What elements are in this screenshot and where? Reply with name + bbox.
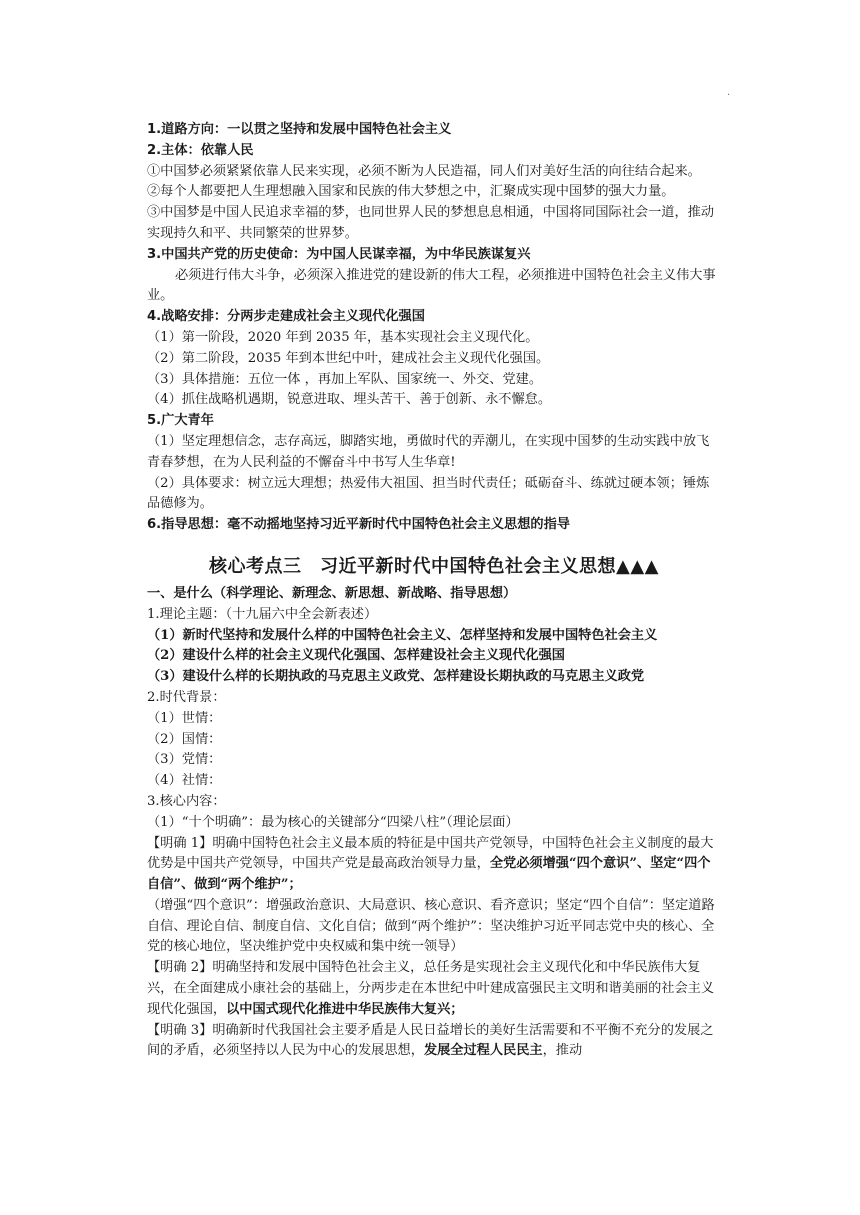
clarification-3-text: 【明确 3】明确新时代我国社会主要矛盾是人民日益增长的美好生活需要和不平衡不充分的发展之间的矛盾，必须坚持以人民为中心的发展思想，: [147, 1022, 714, 1059]
section-title: 核心考点三 习近平新时代中国特色社会主义思想▲▲▲: [208, 555, 660, 577]
item4-point-4: （4）抓住战略机遇期，锐意进取、埋头苦干、善于创新、永不懈怠。: [147, 392, 552, 408]
item3-title: 3.中国共产党的历史使命：为中国人民谋幸福，为中华民族谋复兴: [147, 246, 531, 262]
clarification-1: [147, 834, 721, 896]
item1-title: 1.道路方向：一以贯之坚持和发展中国特色社会主义: [147, 122, 452, 137]
clarification-1-text: 【明确 1】明确中国特色社会主义最本质的特征是中国共产党领导，中国特色社会主义制度的最大优势是中国共产党领导，中国共产党是最高政治领导力量，: [147, 835, 714, 872]
item4-point-2: （2）第二阶段，2035 年到本世纪中叶，建成社会主义现代化强国。: [147, 350, 550, 366]
item2-paragraph-3: ③中国梦是中国人民追求幸福的梦，也同世界人民的梦想息息相通，中国将同国际社会一道，推动实现持久和平、共同繁荣的世界梦。: [147, 205, 715, 241]
background-nation: （2）国情：: [147, 731, 222, 747]
clarification-1-note: （增强“四个意识”：增强政治意识、大局意识、核心意识、看齐意识；坚定“四个自信”：坚定道路自信、理论自信、制度自信、文化自信；做到“两个维护”：坚决维护习近平同志党中央的核心、全党的核心地位，坚决维护党中央权威和集中统一领导）: [147, 897, 715, 955]
background-party: （3）党情：: [147, 752, 222, 768]
item2-title: 2.主体：依靠人民: [147, 142, 254, 158]
background-label: 2.时代背景：: [147, 689, 226, 705]
clarification-3-emphasis: 发展全过程人民民主: [423, 1043, 543, 1059]
theme-point-2: （2）建设什么样的社会主义现代化强国、怎样建设社会主义现代化强国: [147, 648, 565, 664]
heading-what-is: 一、是什么（科学理论、新理念、新思想、新战略、指导思想）: [147, 585, 517, 601]
item2-paragraph-1: ①中国梦必须紧紧依靠人民来实现，必须不断为人民造福，同人们对美好生活的向往结合起来。: [147, 163, 701, 179]
item5-point-2: （2）具体要求：树立远大理想；热爱伟大祖国、担当时代责任；砥砺奋斗、练就过硬本领；锤炼品德修为。: [147, 475, 710, 512]
corner-mark: .: [727, 87, 731, 98]
clarification-1-emphasis: 全党必须增强“四个意识”、坚定“四个自信”、做到“两个维护”；: [147, 856, 711, 893]
background-world: （1）世情：: [147, 710, 222, 726]
background-society: （4）社情：: [147, 773, 222, 789]
item4-title: 4.战略安排：分两步走建成社会主义现代化强国: [147, 309, 425, 325]
clarification-2: [147, 958, 721, 1020]
theme-label: 1.理论主题：（十九届六中全会新表述）: [147, 606, 378, 622]
item5-title: 5.广大青年: [147, 413, 214, 429]
core-content-label: 3.核心内容：: [147, 793, 226, 809]
document-body: [147, 120, 721, 1062]
item5-point-1: （1）坚定理想信念，志存高远，脚踏实地，勇做时代的弄潮儿，在实现中国梦的生动实践中放飞青春梦想，在为人民利益的不懈奋斗中书写人生华章!: [147, 433, 710, 470]
item4-point-1: （1）第一阶段，2020 年到 2035 年，基本实现社会主义现代化。: [147, 329, 539, 345]
core-content-point-1: （1）“十个明确”：最为核心的关键部分“四梁八柱”（理论层面）: [147, 814, 519, 830]
theme-point-1: （1）新时代坚持和发展什么样的中国特色社会主义、怎样坚持和发展中国特色社会主义: [147, 627, 658, 643]
clarification-3-tail: ，推动: [542, 1043, 583, 1059]
item4-point-3: （3）具体措施：五位一体 ，再加上军队、国家统一、外交、党建。: [147, 371, 543, 387]
clarification-2-emphasis: 以中国式现代化推进中华民族伟大复兴；: [226, 1001, 464, 1017]
item3-paragraph: 必须进行伟大斗争，必须深入推进党的建设新的伟大工程，必须推进中国特色社会主义伟大事业。: [147, 267, 716, 304]
theme-point-3: （3）建设什么样的长期执政的马克思主义政党、怎样建设长期执政的马克思主义政党: [147, 669, 645, 685]
item2-paragraph-2: ②每个人都要把人生理想融入国家和民族的伟大梦想之中，汇聚成实现中国梦的强大力量。: [147, 184, 675, 200]
clarification-2-text: 【明确 2】明确坚持和发展中国特色社会主义，总任务是实现社会主义现代化和中华民族伟大复兴，在全面建成小康社会的基础上，分两步走在本世纪中叶建成富强民主文明和谐美丽的社会主义现代化强国，: [147, 960, 715, 1017]
item6-title: 6.指导思想：毫不动摇地坚持习近平新时代中国特色社会主义思想的指导: [147, 517, 570, 533]
clarification-3: [147, 1021, 721, 1063]
